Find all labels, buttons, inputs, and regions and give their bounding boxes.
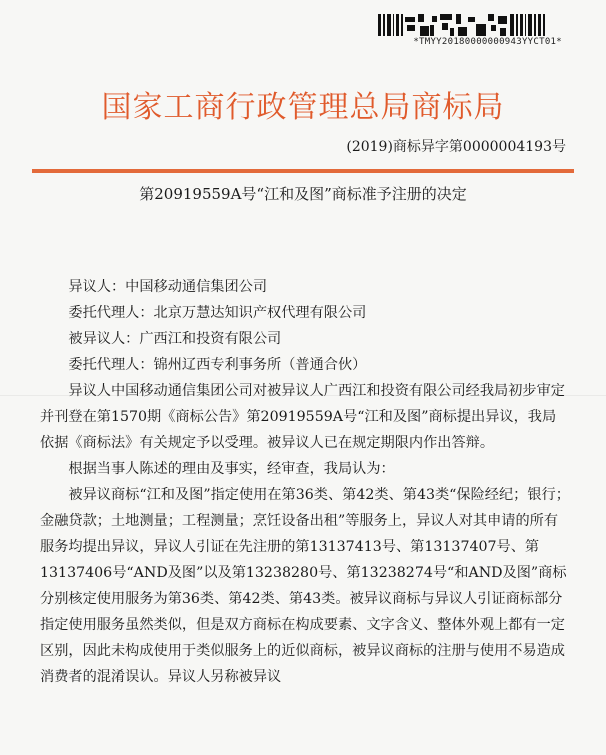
- barcode-text: *TMYY20180000000943YYCT01*: [413, 37, 562, 47]
- body-paragraph: 被异议商标“江和及图”指定使用在第36类、第42类、第43类“保险经纪；银行；金融贷款；土地测量；工程测量；烹饪设备出租”等服务上，异议人对其申请的所有服务均提出异议，异议人引证在先注册的第13137413号、第13137407号、第13137406号“AND及图”以及第13238280号、第13238274号“和AND及图”商标分别核定使用服务为第36类、第42类、第43类。被异议商标与异议人引证商标部分指定使用服务虽然类似，但是双方商标在构成要素、文字含义、整体外观上都有一定区别，因此未构成使用于类似服务上的近似商标，被异议商标的注册与使用不易造成消费者的混淆误认。异议人另称被异议: [40, 487, 570, 685]
- party-line: 委托代理人：北京万慧达知识产权代理有限公司: [68, 305, 367, 321]
- decision-title: 第20919559A号“江和及图”商标准予注册的决定: [139, 185, 467, 203]
- party-line: 被异议人：广西江和投资有限公司: [68, 331, 282, 347]
- document-body: [40, 274, 570, 690]
- party-line: 委托代理人：锦州辽西专利事务所（普通合伙）: [68, 357, 367, 373]
- header-rule: [32, 169, 574, 173]
- barcode: [378, 14, 548, 36]
- agency-heading: 国家工商行政管理总局商标局: [101, 90, 505, 125]
- body-paragraph: 根据当事人陈述的理由及事实，经审查，我局认为：: [68, 461, 395, 477]
- document-number: (2019)商标异字第0000004193号: [346, 139, 566, 155]
- body-paragraph: 异议人中国移动通信集团公司对被异议人广西江和投资有限公司经我局初步审定并刊登在第1570期《商标公告》第20919559A号“江和及图”商标提出异议，我局依据《商标法》有关规定予以受理。被异议人已在规定期限内作出答辩。: [40, 383, 565, 451]
- party-line: 异议人：中国移动通信集团公司: [68, 279, 268, 295]
